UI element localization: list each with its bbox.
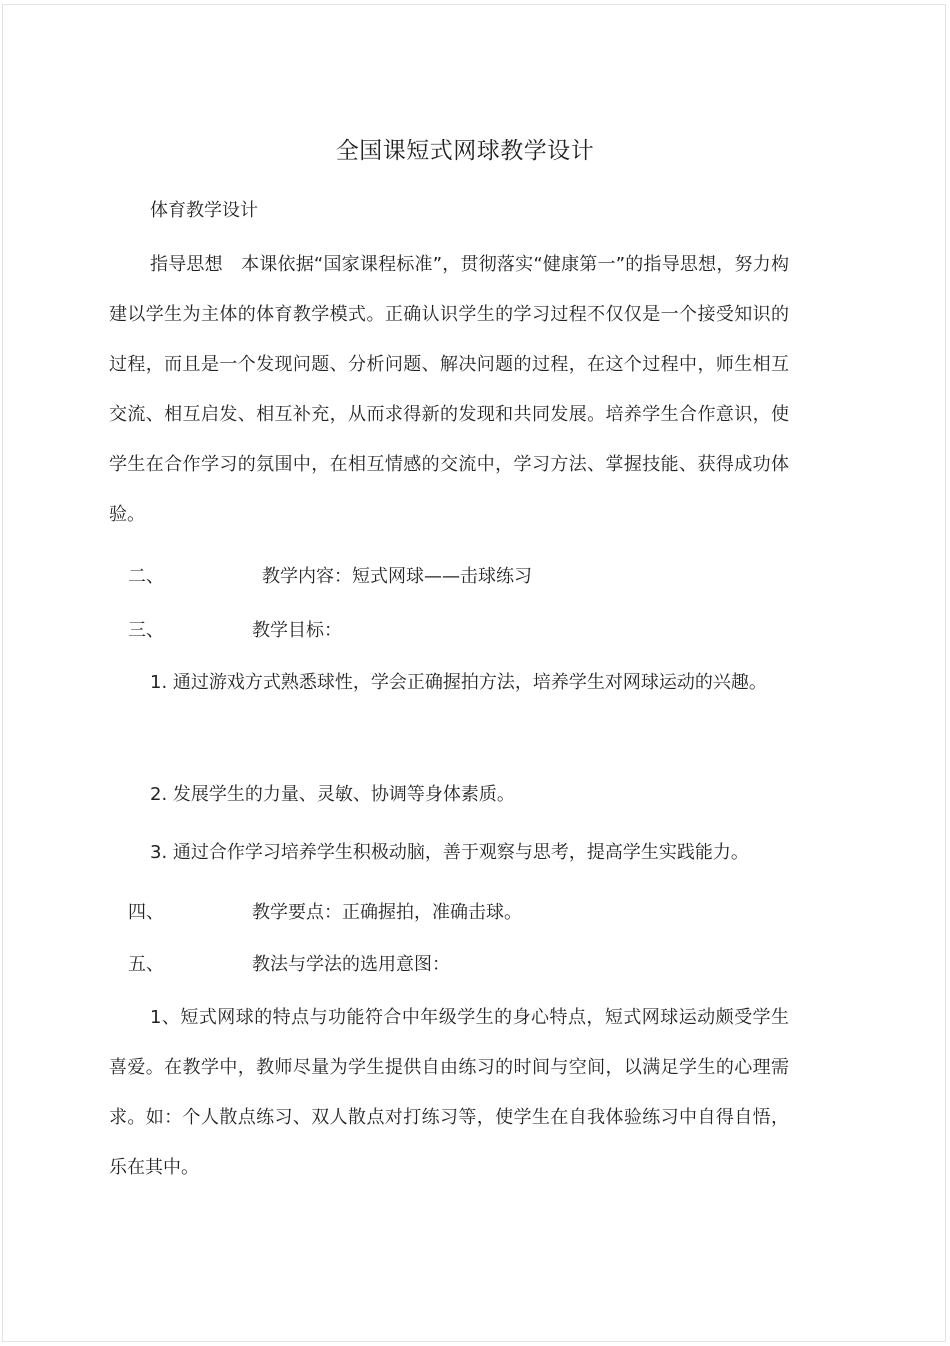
document-subtitle: 体育教学设计 bbox=[150, 200, 258, 221]
section-3-number: 三、 bbox=[128, 620, 164, 641]
section-4-number: 四、 bbox=[128, 902, 164, 923]
section-4-text: 教学要点：正确握拍，准确击球。 bbox=[252, 902, 522, 923]
goal-item-1: 1. 通过游戏方式熟悉球性，学会正确握拍方法，培养学生对网球运动的兴趣。 bbox=[150, 672, 767, 693]
section-3-text: 教学目标： bbox=[252, 620, 342, 641]
document-title: 全国课短式网球教学设计 bbox=[335, 138, 595, 164]
section-2-number: 二、 bbox=[128, 566, 164, 587]
section-2-text: 教学内容：短式网球——击球练习 bbox=[262, 566, 532, 587]
guiding-paragraph: 指导思想 本课依据“国家课程标准”，贯彻落实“健康第一”的指导思想，努力构建以学生为主体的体育教学模式。正确认识学生的学习过程不仅仅是一个接受知识的过程，而且是一个发现问题、分析问题、解决问题的过程，在这个过程中，师生相互交流、相互启发、相互补充，从而求得新的发现和共同发展。培养学生合作意识，使学生在合作学习的氛围中，在相互情感的交流中，学习方法、掌握技能、获得成功体验。 bbox=[109, 254, 789, 525]
method-paragraph: 1、短式网球的特点与功能符合中年级学生的身心特点，短式网球运动颇受学生喜爱。在教学中，教师尽量为学生提供自由练习的时间与空间，以满足学生的心理需求。如：个人散点练习、双人散点对打练习等，使学生在自我体验练习中自得自悟，乐在其中。 bbox=[109, 1007, 789, 1178]
goal-item-2: 2. 发展学生的力量、灵敏、协调等身体素质。 bbox=[150, 784, 515, 805]
section-5-text: 教法与学法的选用意图： bbox=[252, 954, 450, 975]
section-5-number: 五、 bbox=[128, 954, 164, 975]
goal-item-3: 3. 通过合作学习培养学生积极动脑，善于观察与思考，提高学生实践能力。 bbox=[150, 842, 749, 863]
